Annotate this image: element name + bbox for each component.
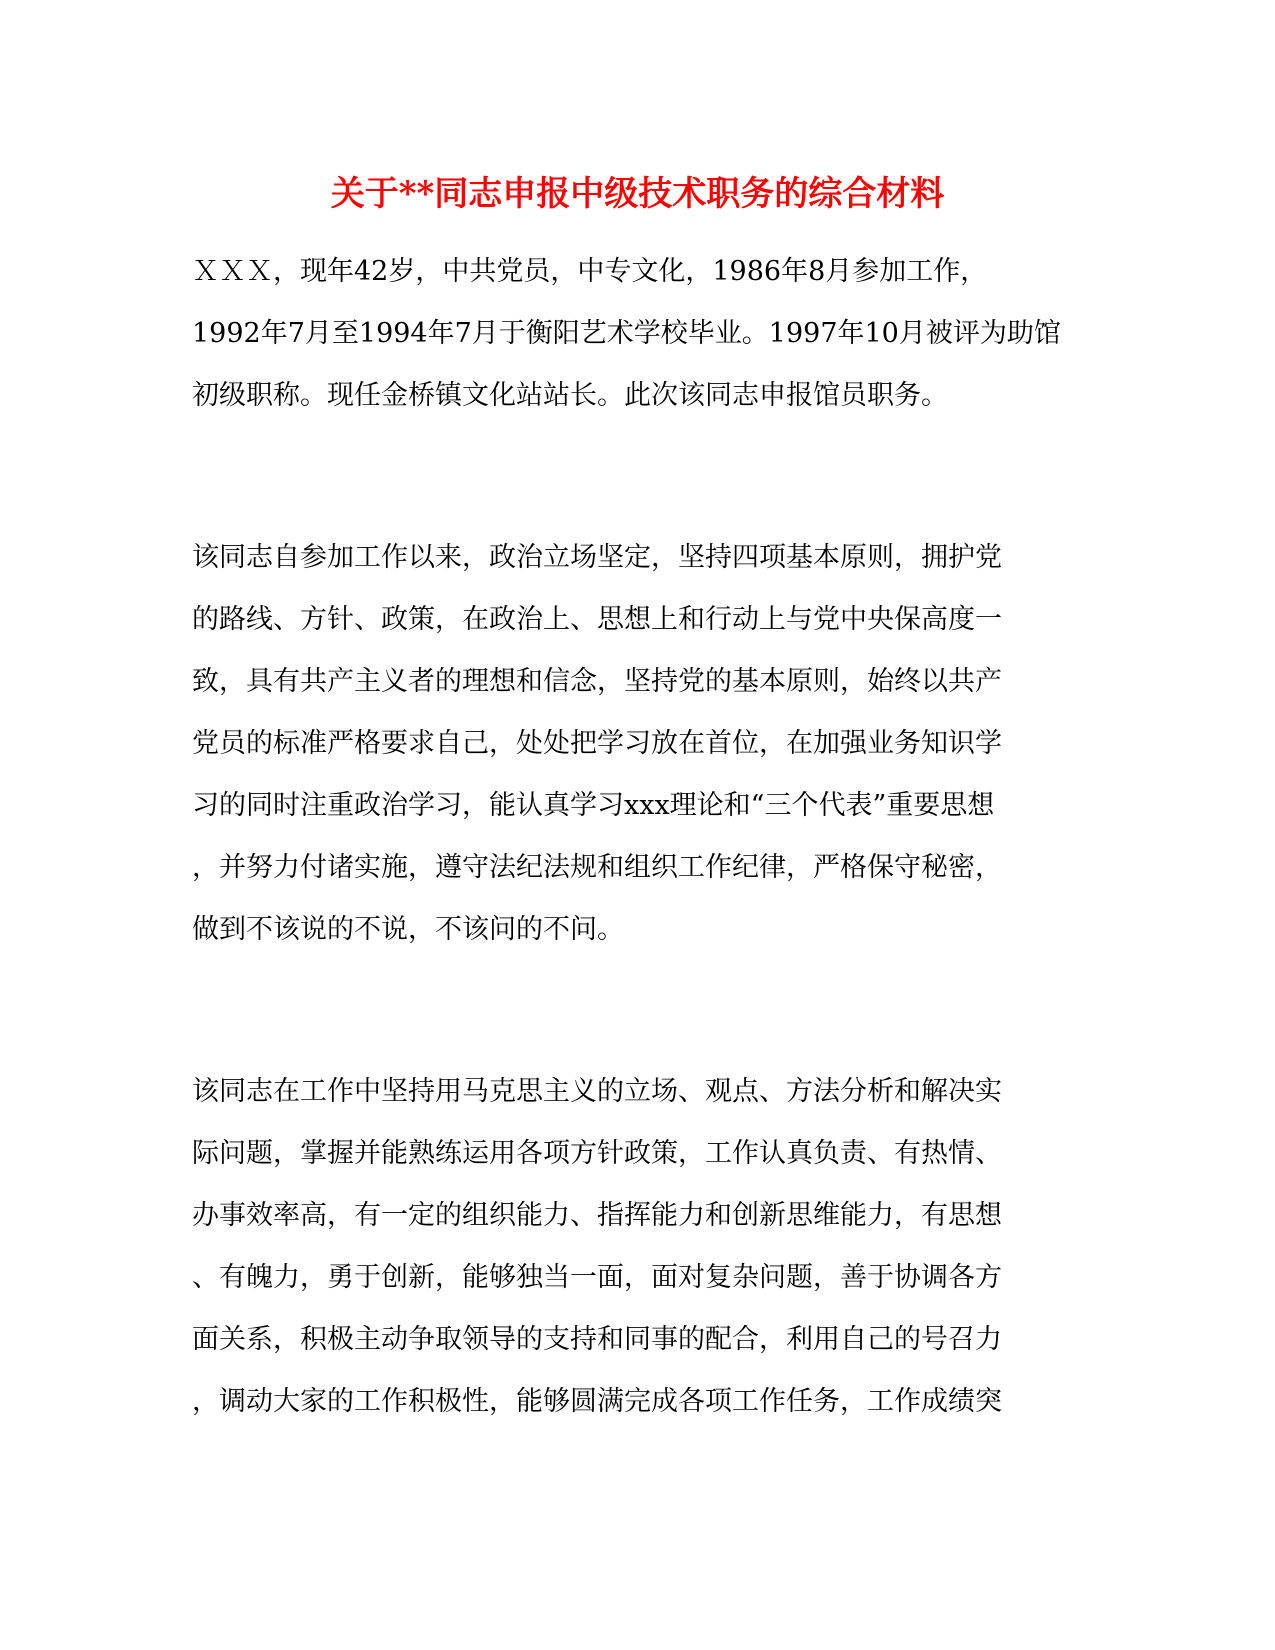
paragraph-line: 该同志在工作中坚持用马克思主义的立场、观点、方法分析和解决实	[192, 1076, 1002, 1107]
paragraph-line: 1992年7月至1994年7月于衡阳艺术学校毕业。1997年10月被评为助馆	[192, 318, 1061, 349]
paragraph-line: 际问题，掌握并能熟练运用各项方针政策，工作认真负责、有热情、	[192, 1138, 1002, 1169]
paragraph-line: 做到不该说的不说，不该问的不问。	[192, 914, 624, 945]
paragraph-line: 、有魄力，勇于创新，能够独当一面，面对复杂问题，善于协调各方	[192, 1262, 1002, 1293]
paragraph-line: 习的同时注重政治学习，能认真学习xxx理论和“三个代表”重要思想	[192, 790, 995, 821]
paragraph-line: 致，具有共产主义者的理想和信念，坚持党的基本原则，始终以共产	[192, 666, 1002, 697]
paragraph-line: ＸＸＸ，现年42岁，中共党员，中专文化，1986年8月参加工作，	[192, 256, 988, 287]
paragraph-line: 面关系，积极主动争取领导的支持和同事的配合，利用自己的号召力	[192, 1324, 1002, 1355]
paragraph-line: 的路线、方针、政策，在政治上、思想上和行动上与党中央保高度一	[192, 604, 1002, 635]
paragraph-line: 初级职称。现任金桥镇文化站站长。此次该同志申报馆员职务。	[192, 380, 948, 411]
paragraph-line: 党员的标准严格要求自己，处处把学习放在首位，在加强业务知识学	[192, 728, 1002, 759]
paragraph-line: ，调动大家的工作积极性，能够圆满完成各项工作任务，工作成绩突	[192, 1386, 1002, 1417]
paragraph-line: 该同志自参加工作以来，政治立场坚定，坚持四项基本原则，拥护党	[192, 542, 1002, 573]
paragraph-line: 办事效率高，有一定的组织能力、指挥能力和创新思维能力，有思想	[192, 1200, 1002, 1231]
paragraph-line: ，并努力付诸实施，遵守法纪法规和组织工作纪律，严格保守秘密，	[192, 852, 1002, 883]
document-title: 关于**同志申报中级技术职务的综合材料	[330, 174, 945, 214]
